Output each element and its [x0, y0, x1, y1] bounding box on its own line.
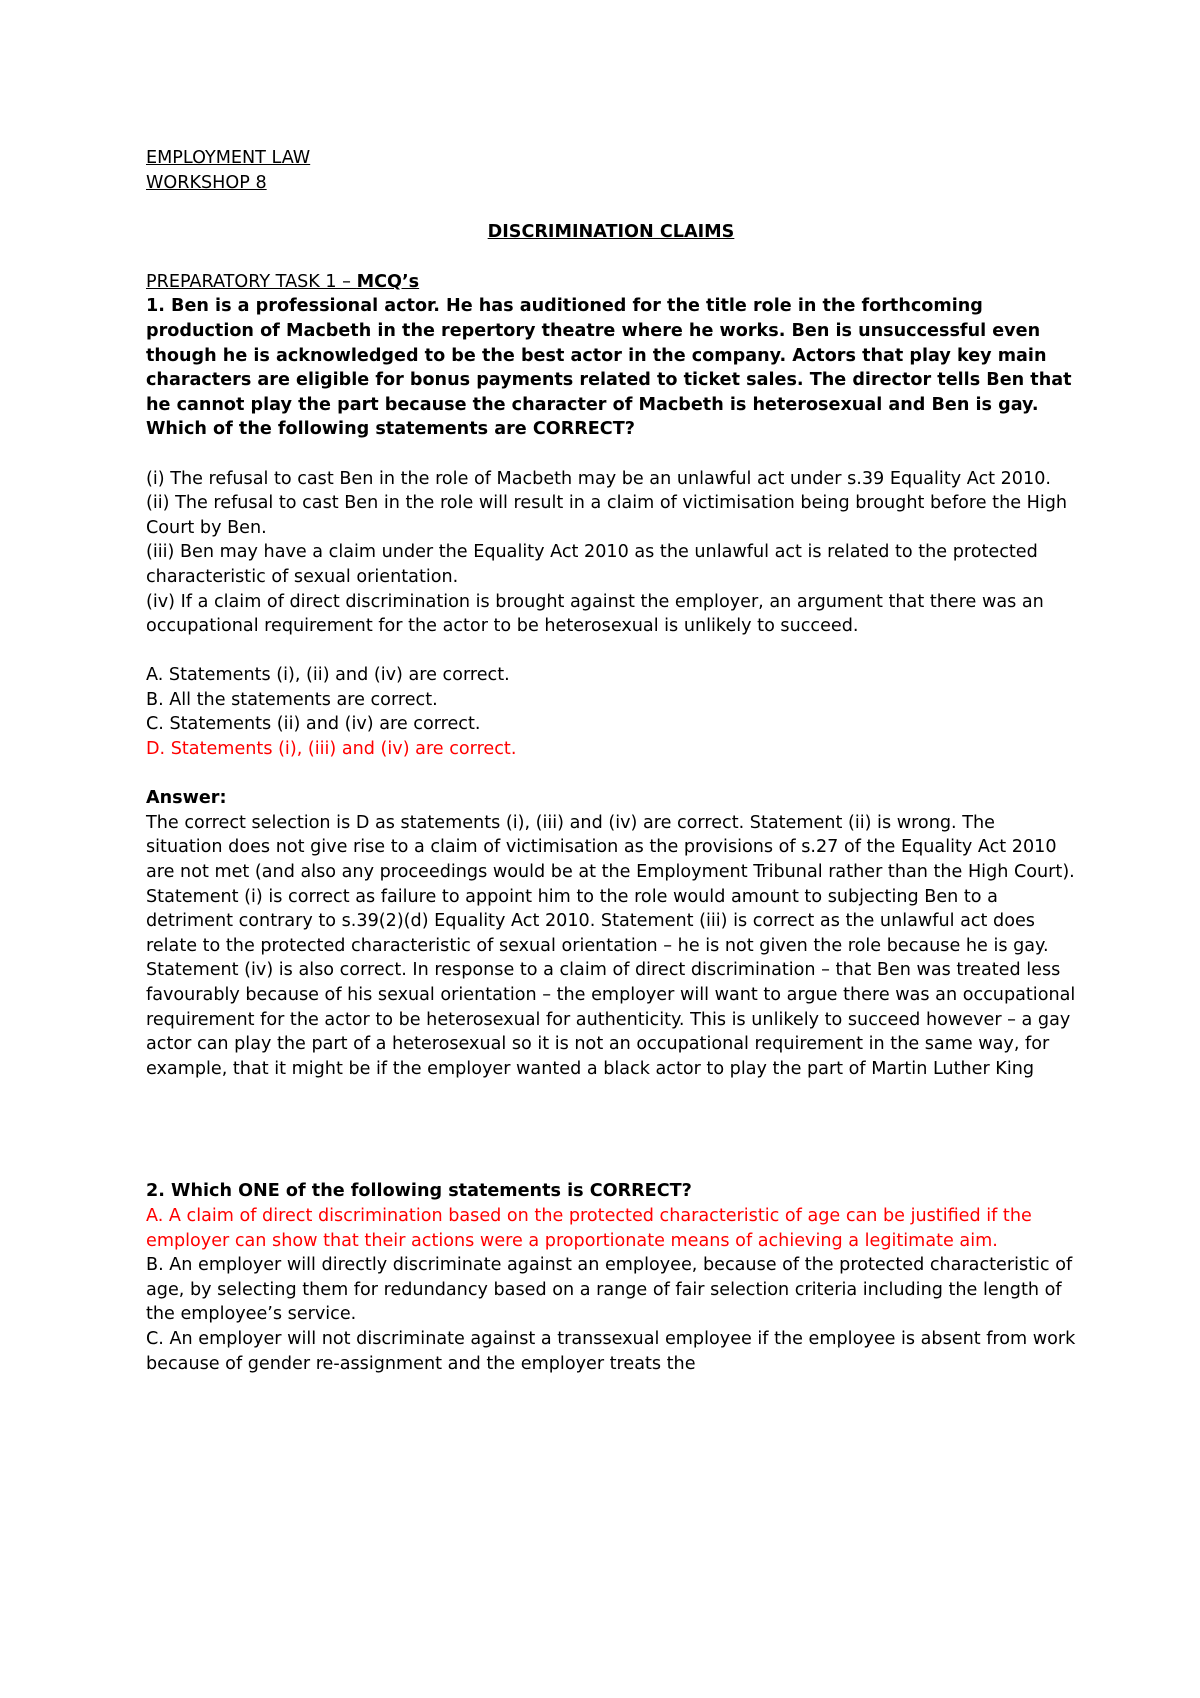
question-1-prompt: Which of the following statements are CORRECT?	[146, 419, 635, 440]
statement-iv: (iv) If a claim of direct discrimination is brought against the employer, an argument that there was an occupational requirement for the actor to be heterosexual is unlikely to succeed.	[146, 591, 1044, 637]
statement-i: (i) The refusal to cast Ben in the role of Macbeth may be an unlawful act under s.39 Equality Act 2010.	[146, 468, 1051, 489]
workshop-label: WORKSHOP 8	[146, 172, 267, 193]
q2-option-c: C. An employer will not discriminate against a transsexual employee if the employee is absent from work because of gender re-assignment and the employer treats the	[146, 1328, 1076, 1374]
statement-ii: (ii) The refusal to cast Ben in the role will result in a claim of victimisation being brought before the High Court by Ben.	[146, 493, 1068, 538]
q2-option-b: B. An employer will directly discriminate against an employee, because of the protected characteristic of age, by selecting them for redundancy based on a range of fair selection criteria including the length of the employee’s service.	[146, 1255, 1073, 1325]
page-title: DISCRIMINATION CLAIMS	[487, 222, 735, 243]
task-heading-prefix: PREPARATORY TASK 1 –	[146, 271, 357, 292]
answer-text: The correct selection is D as statements (i), (iii) and (iv) are correct. Statement (ii) is wrong. The situation does not give rise to a claim of victimisation as the provisions of s.27 of the Equality Act 2010 are not met (and also any proceedings would be at the Employment Tribunal rather than the High Court). Statement (i) is correct as failure to appoint him to the role would amount to subjecting Ben to a detriment contrary to s.39(2)(d) Equality Act 2010. Statement (iii) is correct as the unlawful act does relate to the protected characteristic of sexual orientation – he is not given the role because he is gay. Statement (iv) is also correct. In response to a claim of direct discrimination – that Ben was treated less favourably because of his sexual orientation – the employer will want to argue there was an occupational requirement for the actor to be heterosexual for authenticity. This is unlikely to succeed however – a gay actor can play the part of a heterosexual so it is not an occupational requirement in the same way, for example, that it might be if the employer wanted a black actor to play the part of Martin Luther King	[146, 812, 1076, 1079]
course-title: EMPLOYMENT LAW	[146, 148, 311, 168]
option-b: B. All the statements are correct.	[146, 689, 438, 710]
task-heading	[146, 270, 1076, 295]
answer-heading: Answer:	[146, 788, 227, 809]
question-1-stem: 1. Ben is a professional actor. He has auditioned for the title role in the forthcoming production of Macbeth in the repertory theatre where he works. Ben is unsuccessful even though he is acknowledged to be the best actor in the company. Actors that play key main characters are eligible for bonus payments related to ticket sales. The director tells Ben that he cannot play the part because the character of Macbeth is heterosexual and Ben is gay.	[146, 296, 1072, 415]
document-body	[146, 146, 1076, 1376]
option-c: C. Statements (ii) and (iv) are correct.	[146, 714, 481, 735]
option-a: A. Statements (i), (ii) and (iv) are correct.	[146, 665, 510, 686]
spacer	[146, 762, 1076, 787]
statement-iii: (iii) Ben may have a claim under the Equality Act 2010 as the unlawful act is related to the protected characteristic of sexual orientation.	[146, 542, 1038, 587]
spacer	[146, 442, 1076, 467]
spacer	[146, 639, 1076, 664]
option-d-correct: D. Statements (i), (iii) and (iv) are correct.	[146, 739, 517, 760]
q2-option-a-correct: A. A claim of direct discrimination based on the protected characteristic of age can be justified if the employer can show that their actions were a proportionate means of achieving a legitimate aim.	[146, 1205, 1032, 1251]
spacer	[146, 1081, 1076, 1179]
task-heading-mcq: MCQ’s	[356, 271, 420, 292]
question-2-stem: 2. Which ONE of the following statements is CORRECT?	[146, 1181, 692, 1202]
